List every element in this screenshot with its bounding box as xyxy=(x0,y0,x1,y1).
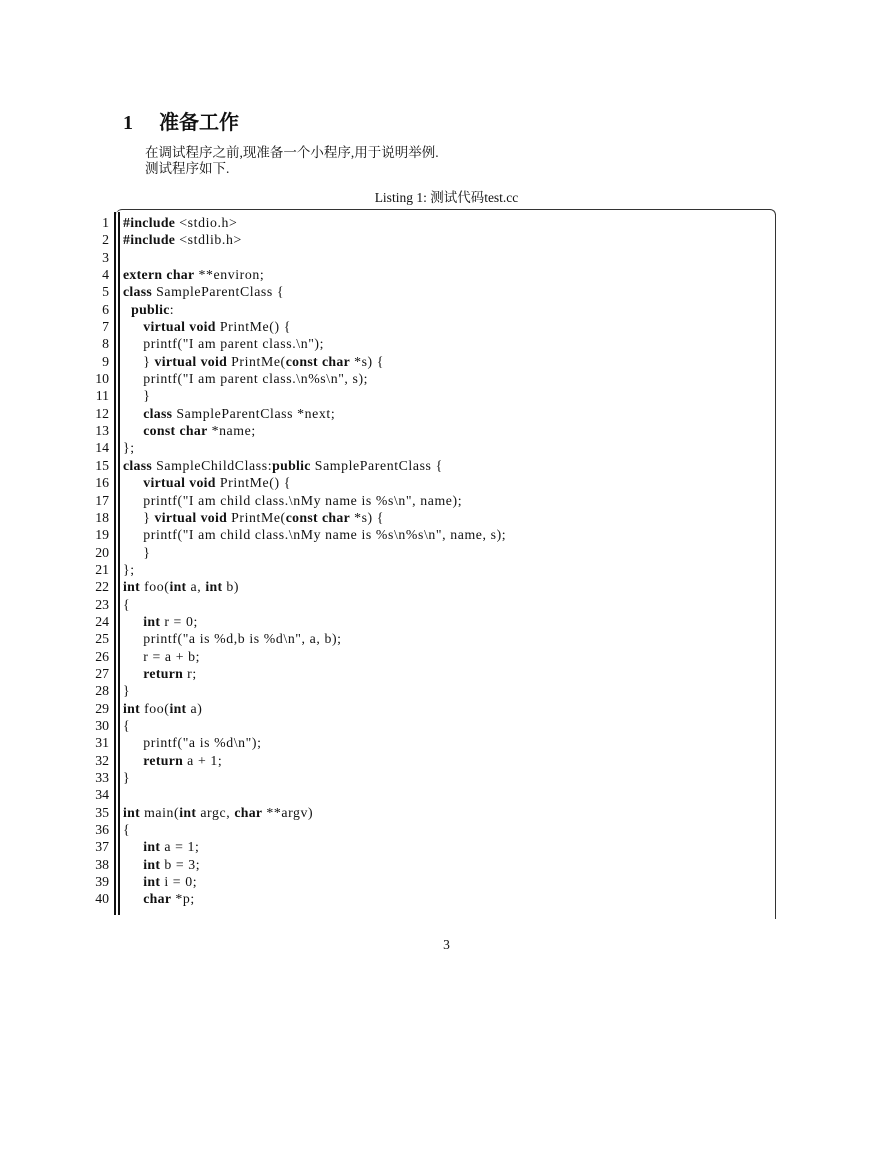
code-line xyxy=(80,786,780,803)
line-number: 38 xyxy=(95,856,109,872)
code-text: } xyxy=(123,388,151,404)
line-number: 35 xyxy=(95,804,109,820)
code-text: int foo(int a) xyxy=(123,700,203,716)
line-number: 21 xyxy=(95,561,109,577)
code-text: int b = 3; xyxy=(143,856,201,872)
line-number: 17 xyxy=(95,492,109,508)
code-line xyxy=(80,544,780,561)
code-text: } xyxy=(123,683,131,699)
code-line xyxy=(80,439,780,456)
code-line xyxy=(80,734,780,751)
code-line xyxy=(80,231,780,248)
code-line xyxy=(80,526,780,543)
line-number: 24 xyxy=(95,613,109,629)
line-number: 20 xyxy=(95,544,109,560)
intro-line: 测试程序如下. xyxy=(145,161,230,176)
code-listing xyxy=(80,214,780,908)
section-title: 准备工作 xyxy=(159,112,239,134)
line-number: 33 xyxy=(95,770,109,785)
code-text: extern char **environ; xyxy=(123,267,265,283)
line-number: 19 xyxy=(95,527,109,543)
code-text: class SampleParentClass { xyxy=(123,284,285,300)
listing-caption: Listing 1: 测试代码test.cc xyxy=(374,190,519,205)
code-text: int a = 1; xyxy=(143,839,200,855)
line-number: 40 xyxy=(95,891,109,907)
code-text: int main(int argc, char **argv) xyxy=(123,804,314,820)
line-number: 6 xyxy=(102,301,109,317)
line-number: 34 xyxy=(95,787,109,803)
code-text: const char *name; xyxy=(143,423,256,439)
code-text xyxy=(109,786,123,803)
line-number: 37 xyxy=(95,839,109,855)
code-line xyxy=(80,214,780,231)
line-number: 31 xyxy=(95,735,109,751)
code-line xyxy=(80,387,780,404)
code-line xyxy=(80,769,780,786)
code-text: } xyxy=(123,770,131,785)
code-line xyxy=(80,335,780,352)
code-text: } virtual void PrintMe(const char *s) { xyxy=(123,353,384,369)
code-line xyxy=(80,561,780,578)
line-number: 28 xyxy=(95,683,109,699)
code-text: printf("a is %d,b is %d\n", a, b); xyxy=(123,631,342,647)
code-text: int r = 0; xyxy=(143,613,198,629)
line-number: 27 xyxy=(95,665,109,681)
code-text: { xyxy=(123,596,131,612)
code-text xyxy=(109,249,123,266)
line-number: 10 xyxy=(95,371,109,387)
line-number: 30 xyxy=(95,717,109,733)
code-line xyxy=(80,370,780,387)
code-line xyxy=(80,682,780,699)
code-text: int foo(int a, int b) xyxy=(123,579,240,595)
code-line xyxy=(80,648,780,665)
code-line xyxy=(80,405,780,422)
line-number: 29 xyxy=(95,700,109,716)
line-number: 12 xyxy=(95,405,109,421)
code-line xyxy=(80,630,780,647)
line-number: 18 xyxy=(95,509,109,525)
code-text: printf("a is %d\n"); xyxy=(123,735,262,751)
code-line xyxy=(80,353,780,370)
code-line xyxy=(80,266,780,283)
line-number: 7 xyxy=(102,319,109,335)
code-text: printf("I am parent class.\n"); xyxy=(123,336,325,352)
code-line xyxy=(80,613,780,630)
line-number: 25 xyxy=(95,631,109,647)
code-text: { xyxy=(123,717,131,733)
line-number: 22 xyxy=(95,579,109,595)
line-number: 3 xyxy=(102,249,109,265)
code-line xyxy=(80,821,780,838)
code-text: printf("I am child class.\nMy name is %s\n", name); xyxy=(123,492,463,508)
code-line xyxy=(80,752,780,769)
line-number: 23 xyxy=(95,596,109,612)
code-line xyxy=(80,700,780,717)
code-text: public: xyxy=(131,301,175,317)
code-line xyxy=(80,717,780,734)
code-line xyxy=(80,474,780,491)
code-text: { xyxy=(123,822,131,838)
code-line xyxy=(80,422,780,439)
line-number: 36 xyxy=(95,822,109,838)
code-text: printf("I am parent class.\n%s\n", s); xyxy=(123,371,369,387)
section-number: 1 xyxy=(123,112,133,134)
code-text: class SampleChildClass:public SampleParentClass { xyxy=(123,457,443,473)
code-line xyxy=(80,665,780,682)
line-number: 39 xyxy=(95,874,109,890)
code-text: char *p; xyxy=(143,891,195,907)
code-line xyxy=(80,804,780,821)
code-line xyxy=(80,838,780,855)
intro-paragraph xyxy=(145,145,439,177)
code-text: } xyxy=(123,544,151,560)
code-text: int i = 0; xyxy=(143,874,198,890)
line-number: 2 xyxy=(102,232,109,248)
code-text: }; xyxy=(123,561,135,577)
line-number: 26 xyxy=(95,648,109,664)
code-line xyxy=(80,578,780,595)
code-text: return r; xyxy=(143,665,197,681)
page-number: 3 xyxy=(443,937,450,952)
section-heading xyxy=(123,106,239,135)
code-text: class SampleParentClass *next; xyxy=(143,405,336,421)
line-number: 9 xyxy=(102,353,109,369)
code-line xyxy=(80,318,780,335)
line-number: 15 xyxy=(95,457,109,473)
line-number: 1 xyxy=(102,215,109,230)
code-line xyxy=(80,283,780,300)
code-line xyxy=(80,301,780,318)
line-number: 14 xyxy=(95,440,109,456)
code-line xyxy=(80,509,780,526)
code-line xyxy=(80,873,780,890)
line-number: 16 xyxy=(95,475,109,491)
code-line xyxy=(80,596,780,613)
line-number: 11 xyxy=(95,388,109,404)
line-number: 13 xyxy=(95,423,109,439)
line-number: 4 xyxy=(102,267,109,283)
code-text: }; xyxy=(123,440,135,456)
code-text: printf("I am child class.\nMy name is %s\n%s\n", name, s); xyxy=(123,527,507,543)
code-text: r = a + b; xyxy=(123,648,201,664)
code-line xyxy=(80,856,780,873)
line-number: 5 xyxy=(102,284,109,300)
code-line xyxy=(80,492,780,509)
code-line xyxy=(80,457,780,474)
code-text: return a + 1; xyxy=(143,752,223,768)
code-text: #include <stdio.h> xyxy=(123,215,238,230)
line-number: 8 xyxy=(102,336,109,352)
code-line xyxy=(80,249,780,266)
code-text: virtual void PrintMe() { xyxy=(143,475,291,491)
code-line xyxy=(80,890,780,907)
code-text: virtual void PrintMe() { xyxy=(143,319,291,335)
code-text: #include <stdlib.h> xyxy=(123,232,242,248)
code-text: } virtual void PrintMe(const char *s) { xyxy=(123,509,384,525)
intro-line: 在调试程序之前,现准备一个小程序,用于说明举例. xyxy=(145,145,439,160)
line-number: 32 xyxy=(95,752,109,768)
